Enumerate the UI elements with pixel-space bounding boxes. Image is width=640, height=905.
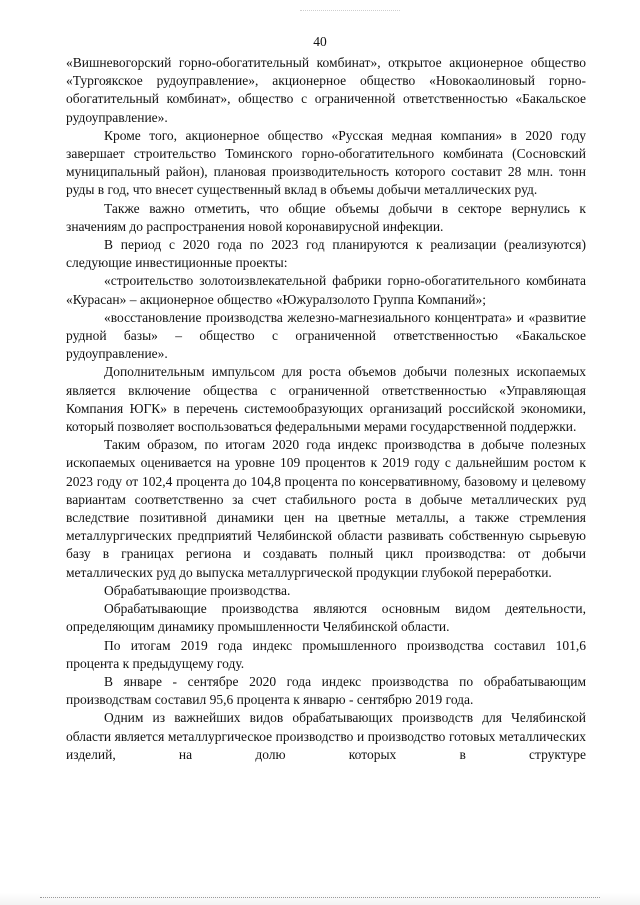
scan-dotted-line — [40, 897, 600, 899]
paragraph: В январе - сентябре 2020 года индекс производства по обрабатывающим производствам составил 95,6 процента к январю - сентябрю 2019 года. — [66, 673, 586, 708]
paragraph: Таким образом, по итогам 2020 года индекс производства в добыче полезных ископаемых оценивается на уровне 109 процентов к 2019 году с дальнейшим ростом к 2023 году от 102,4 процента до 104,8 процента по консервативному, базовому и целевому вариантам соответственно за счет стабильного роста в добыче металлических руд вследствие позитивной динамики цен на цветные металлы, а также стремления металлургических предприятий Челябинской области развивать собственную сырьевую базу в границах региона и создавать полный цикл производства: от добычи металлических руд до выпуска металлургической продукции глубокой переработки. — [66, 437, 586, 580]
paragraph: Обрабатывающие производства являются основным видом деятельности, определяющим динамику промышленности Челябинской области. — [66, 601, 586, 635]
paragraph: «восстановление производства железно-магнезиального концентрата» и «развитие рудной базы» – общество с ограниченной ответственностью «Бакальское рудоуправление». — [66, 309, 586, 362]
scan-speckle — [300, 10, 400, 12]
paragraph: «строительство золотоизвлекательной фабрики горно-обогатительного комбината «Курасан» – акционерное общество «Южуралзолото Группа Компаний»; — [66, 273, 586, 307]
scan-bottom-edge — [0, 893, 640, 905]
paragraph: «Вишневогорский горно-обогатительный комбинат», открытое акционерное общество «Тургоякское рудоуправление», акционерное общество «Новокаолиновый горно-обогатительный комбинат», общество с ограниченной ответственностью «Бакальское рудоуправление». — [66, 55, 586, 125]
paragraph: Также важно отметить, что общие объемы добычи в секторе вернулись к значениям до распространения новой коронавирусной инфекции. — [66, 200, 586, 234]
paragraph: Одним из важнейших видов обрабатывающих производств для Челябинской области является металлургическое производство и производство готовых металлических изделий, на долю которых в структуре — [66, 710, 586, 762]
paragraph: Дополнительным импульсом для роста объемов добычи полезных ископаемых является включение общества с ограниченной ответственностью «Управляющая Компания ЮГК» в перечень системообразующих организаций российской экономики, который позволяет воспользоваться федеральными мерами государственной поддержки. — [66, 364, 586, 435]
paragraph: По итогам 2019 года индекс промышленного производства составил 101,6 процента к предыдущему году. — [66, 637, 586, 671]
section-heading: Обрабатывающие производства. — [104, 582, 291, 598]
document-body — [66, 54, 586, 764]
page-number: 40 — [313, 34, 327, 49]
paragraph: В период с 2020 года по 2023 год планируются к реализации (реализуются) следующие инвестиционные проекты: — [66, 237, 586, 271]
paragraph: Кроме того, акционерное общество «Русская медная компания» в 2020 году завершает строительство Томинского горно-обогатительного комбината (Сосновский муниципальный район), плановая производительность которого составит 28 млн. тонн руды в год, что внесет существенный вклад в объемы добычи металлических руд. — [66, 127, 586, 198]
